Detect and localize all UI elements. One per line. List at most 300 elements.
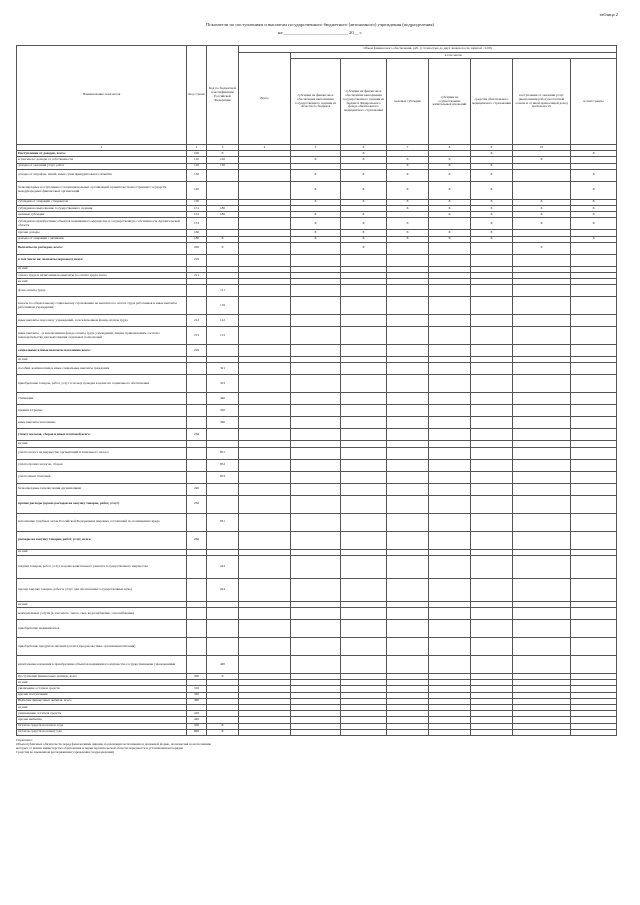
table-row [17, 327, 617, 345]
row-value [387, 531, 429, 549]
row-value [429, 471, 471, 483]
row-value [471, 417, 513, 429]
row-name: из них: [17, 601, 187, 607]
row-value: X [471, 236, 513, 242]
row-name: стипендии [17, 393, 187, 405]
row-value [387, 638, 429, 656]
row-value: X [429, 181, 471, 199]
row-name: Поступление финансовых активов, всего [17, 674, 187, 680]
row-value [513, 169, 571, 181]
row-kosgu [207, 531, 239, 549]
row-kosgu: X [207, 236, 239, 242]
row-value [341, 429, 387, 441]
row-code: 213 [187, 327, 207, 345]
row-value: X [571, 218, 617, 230]
row-value [471, 447, 513, 459]
row-value [291, 315, 341, 327]
row-kosgu: 340 [207, 393, 239, 405]
row-value [239, 169, 291, 181]
row-value [239, 429, 291, 441]
row-code [187, 513, 207, 531]
row-value [571, 393, 617, 405]
row-value [239, 363, 291, 375]
table-row [17, 513, 617, 531]
row-value [291, 513, 341, 531]
row-kosgu: 180 [207, 212, 239, 218]
row-value [471, 297, 513, 315]
row-kosgu [207, 483, 239, 495]
row-value: X [291, 236, 341, 242]
row-value [571, 638, 617, 656]
row-value [571, 483, 617, 495]
row-value [513, 495, 571, 513]
row-value [387, 417, 429, 429]
footer-line2: Средства во временном распоряжении учреждения (подразделения) [16, 750, 115, 754]
row-value [341, 620, 387, 638]
row-value [239, 471, 291, 483]
row-code: 220 [187, 345, 207, 357]
row-kosgu [207, 218, 239, 230]
row-value [429, 620, 471, 638]
row-name: уплата иных платежей [17, 471, 187, 483]
header-income-grants: из них гранты [571, 59, 617, 145]
row-value [429, 327, 471, 345]
row-value [471, 405, 513, 417]
row-name: расходы на закупку товаров, работ, услуг, всего: [17, 531, 187, 549]
row-value [341, 254, 387, 266]
row-value [239, 447, 291, 459]
row-value [571, 459, 617, 471]
row-value: X [341, 212, 387, 218]
row-name: фонд оплаты труда [17, 285, 187, 297]
row-code [187, 555, 207, 578]
row-value: X [341, 236, 387, 242]
row-value [571, 447, 617, 459]
row-name: иные выплаты населению [17, 417, 187, 429]
row-value [429, 285, 471, 297]
row-value [341, 393, 387, 405]
row-value [513, 620, 571, 638]
row-value [341, 459, 387, 471]
row-value [571, 531, 617, 549]
row-code [187, 393, 207, 405]
row-value [341, 375, 387, 393]
row-value [387, 393, 429, 405]
row-code [187, 285, 207, 297]
table-row [17, 417, 617, 429]
row-value [291, 729, 341, 735]
row-value: X [471, 163, 513, 169]
row-name: из них: [17, 549, 187, 555]
row-value [429, 218, 471, 230]
table-row [17, 405, 617, 417]
row-value: X [571, 169, 617, 181]
row-value [387, 345, 429, 357]
document-title: Показатели по поступлениям и выплатам государственного бюджетного (автономного) учреждения (подразделения) [205, 22, 435, 27]
row-name: прочие поступления [17, 692, 187, 698]
column-number: 7 [387, 145, 429, 151]
table-row [17, 218, 617, 230]
table-row [17, 459, 617, 471]
row-value [429, 315, 471, 327]
column-number: 6 [341, 145, 387, 151]
row-value [429, 447, 471, 459]
row-code: 260 [187, 531, 207, 549]
row-value: X [291, 169, 341, 181]
row-value: X [429, 163, 471, 169]
table-row [17, 447, 617, 459]
row-name: приобретение продуктов питания (оплата продовольствия, организация питания) [17, 638, 187, 656]
row-value: X [513, 157, 571, 163]
row-value [291, 495, 341, 513]
row-value: X [291, 181, 341, 199]
row-value: X [571, 151, 617, 157]
row-code: 410 [187, 711, 207, 717]
row-name: Выплаты по расходам, всего: [17, 242, 187, 254]
row-value: X [341, 169, 387, 181]
row-value: X [291, 157, 341, 163]
row-value [429, 578, 471, 601]
row-value [429, 375, 471, 393]
row-value [341, 729, 387, 735]
row-kosgu: 244 [207, 578, 239, 601]
header-subsidy-e: средства обязательного медицинского страхования [471, 59, 513, 145]
row-value [387, 459, 429, 471]
header-financing: Объем финансового обеспечения, руб. (с точностью до двух знаков после запятой - 0,00) [239, 46, 617, 53]
row-value [291, 393, 341, 405]
row-name: в том числе на: выплаты персоналу всего: [17, 254, 187, 266]
row-value [387, 315, 429, 327]
row-code: 150 [187, 199, 207, 205]
row-value [387, 495, 429, 513]
row-value: X [341, 230, 387, 236]
row-value [571, 620, 617, 638]
row-value [471, 608, 513, 620]
row-value [341, 555, 387, 578]
row-value [471, 471, 513, 483]
row-value [571, 345, 617, 357]
row-value [471, 242, 513, 254]
row-kosgu: X [207, 242, 239, 254]
row-code: 300 [187, 674, 207, 680]
row-value [387, 405, 429, 417]
row-value [239, 555, 291, 578]
row-code [187, 297, 207, 315]
row-value [471, 729, 513, 735]
row-value [429, 656, 471, 674]
row-value: X [387, 230, 429, 236]
row-value: X [291, 199, 341, 205]
row-kosgu: 321 [207, 363, 239, 375]
row-value [429, 363, 471, 375]
row-value: X [341, 181, 387, 199]
row-value [341, 363, 387, 375]
row-value: X [429, 199, 471, 205]
row-value [239, 405, 291, 417]
row-value: X [571, 181, 617, 199]
table-row [17, 242, 617, 254]
row-name: прочие расходы (кроме расходов на закупку товаров, работ, услуг) [17, 495, 187, 513]
row-value [513, 447, 571, 459]
row-value [429, 345, 471, 357]
row-value: X [387, 157, 429, 163]
row-kosgu: X [207, 729, 239, 735]
row-code: 130 [187, 169, 207, 181]
row-value [513, 285, 571, 297]
row-value [429, 405, 471, 417]
row-value [387, 620, 429, 638]
row-kosgu [207, 429, 239, 441]
row-value [239, 254, 291, 266]
row-value [239, 495, 291, 513]
header-name: Наименование показателя [17, 46, 187, 145]
row-value [571, 405, 617, 417]
row-value [387, 242, 429, 254]
row-value [291, 620, 341, 638]
row-value [571, 327, 617, 345]
row-value [571, 555, 617, 578]
row-value [571, 656, 617, 674]
row-value [471, 315, 513, 327]
row-value [239, 729, 291, 735]
row-value: X [513, 205, 571, 211]
row-value [471, 327, 513, 345]
row-name: субсидии на выполнение государственного задания [17, 205, 187, 211]
table-row [17, 531, 617, 549]
row-value [571, 608, 617, 620]
row-value: X [387, 218, 429, 230]
row-code: 420 [187, 717, 207, 723]
row-name: Поступления от доходов, всего: [17, 151, 187, 157]
row-value: X [513, 199, 571, 205]
table-row [17, 555, 617, 578]
row-code: 152 [187, 212, 207, 218]
table-row [17, 315, 617, 327]
row-value [387, 555, 429, 578]
row-value [291, 638, 341, 656]
footer-line1: Объем публичных обязательств перед физическими лицами, подлежащих исполнению в денежной форме, полномочия по исполнению которых от имени министерства образования и науки Архангельской области передаются в установленном порядке [16, 742, 212, 750]
row-name: пособия, компенсации и иные социальные выплаты гражданам [17, 363, 187, 375]
row-code: 100 [187, 151, 207, 157]
table-row [17, 345, 617, 357]
row-code [187, 375, 207, 393]
row-kosgu [207, 345, 239, 357]
row-value [291, 345, 341, 357]
row-value [571, 471, 617, 483]
row-value [239, 459, 291, 471]
row-value [471, 459, 513, 471]
column-number: 10 [513, 145, 571, 151]
row-value [239, 181, 291, 199]
row-value: X [291, 212, 341, 218]
row-value [471, 620, 513, 638]
row-name: безвозмездные поступления от наднациональных организаций, правительств иностранных государств, международных финансовых организаций [17, 181, 187, 199]
row-value [239, 393, 291, 405]
row-value [291, 285, 341, 297]
row-value [387, 578, 429, 601]
row-code [187, 471, 207, 483]
row-value [429, 638, 471, 656]
row-value [513, 405, 571, 417]
row-value [291, 254, 341, 266]
row-value [513, 555, 571, 578]
row-name: доходы от операций с активами [17, 236, 187, 242]
row-value [513, 375, 571, 393]
row-value: X [513, 218, 571, 230]
row-value [239, 218, 291, 230]
row-value [571, 417, 617, 429]
row-value [571, 315, 617, 327]
row-value: X [341, 242, 387, 254]
row-value [239, 375, 291, 393]
row-value [571, 495, 617, 513]
row-value [513, 417, 571, 429]
row-value [471, 393, 513, 405]
column-number: 9 [471, 145, 513, 151]
row-kosgu: X [207, 674, 239, 680]
row-value: X [571, 205, 617, 211]
row-value: X [471, 199, 513, 205]
table-row [17, 495, 617, 513]
row-value [387, 363, 429, 375]
header-total: Всего [239, 53, 291, 145]
row-name: закупка товаров, работ, услуг в целях капитального ремонта государственного имущества [17, 555, 187, 578]
row-value [513, 345, 571, 357]
row-value [387, 656, 429, 674]
row-value [341, 315, 387, 327]
row-kosgu: 831 [207, 513, 239, 531]
row-value [239, 638, 291, 656]
row-value [387, 375, 429, 393]
row-value [471, 531, 513, 549]
row-kosgu [207, 638, 239, 656]
row-value [429, 417, 471, 429]
row-kosgu: 323 [207, 375, 239, 393]
table-row [17, 471, 617, 483]
row-name: доходы от оказания услуг, работ [17, 163, 187, 169]
row-value [513, 513, 571, 531]
column-number: 2 [187, 145, 207, 151]
row-value [387, 447, 429, 459]
row-code [187, 447, 207, 459]
row-value: X [471, 181, 513, 199]
row-value [341, 513, 387, 531]
row-value [513, 578, 571, 601]
column-number: 4 [239, 145, 291, 151]
row-code [187, 620, 207, 638]
row-value [513, 315, 571, 327]
row-value [341, 447, 387, 459]
row-name: увеличение остатков средств [17, 686, 187, 692]
row-kosgu [207, 620, 239, 638]
row-name: коммунальные услуги (в том числе: тепло, свет, водоснабжение, газоснабжение) [17, 608, 187, 620]
row-value: X [291, 230, 341, 236]
row-value [429, 242, 471, 254]
row-name: уменьшение остатков средств [17, 711, 187, 717]
row-code: 153 [187, 218, 207, 230]
row-name: доходы от штрафов, пеней, иных сумм принудительного изъятия [17, 169, 187, 181]
row-value [239, 285, 291, 297]
row-value [341, 405, 387, 417]
row-value [513, 729, 571, 735]
row-value [513, 254, 571, 266]
row-value [429, 513, 471, 531]
row-value [341, 531, 387, 549]
row-value [571, 242, 617, 254]
column-number: 8 [429, 145, 471, 151]
row-code [187, 363, 207, 375]
row-value [387, 327, 429, 345]
row-code: 180 [187, 236, 207, 242]
row-value [471, 429, 513, 441]
table-row [17, 483, 617, 495]
row-kosgu: 853 [207, 471, 239, 483]
table-row [17, 169, 617, 181]
row-name: субсидии от операций с бюджетом [17, 199, 187, 205]
row-value: X [513, 212, 571, 218]
table-row [17, 429, 617, 441]
row-value [239, 578, 291, 601]
row-name: исполнение судебных актов Российской Федерации и мировых соглашений по возмещению вреда [17, 513, 187, 531]
indicators-table [16, 45, 617, 736]
row-value: X [387, 181, 429, 199]
row-value [239, 656, 291, 674]
table-row [17, 638, 617, 656]
row-name: приобретение товаров, работ, услуг в пользу граждан в целях их социального обеспечения [17, 375, 187, 393]
row-name: оплата труда и начисления на выплаты по оплате труда, всего [17, 272, 187, 278]
row-code: 250 [187, 495, 207, 513]
row-value [239, 608, 291, 620]
row-value [513, 483, 571, 495]
row-value [291, 608, 341, 620]
row-value [387, 297, 429, 315]
row-value: X [513, 242, 571, 254]
row-value [291, 363, 341, 375]
row-code: 400 [187, 698, 207, 704]
row-code: 600 [187, 729, 207, 735]
row-value [291, 429, 341, 441]
row-value [429, 608, 471, 620]
row-value [571, 297, 617, 315]
row-value [571, 254, 617, 266]
row-kosgu: 852 [207, 459, 239, 471]
row-value [429, 297, 471, 315]
row-name: в том числе: доходы от собственности [17, 157, 187, 163]
table-row [17, 578, 617, 601]
row-code: 230 [187, 429, 207, 441]
column-number: 1 [17, 145, 187, 151]
row-value [291, 531, 341, 549]
row-code: 151 [187, 205, 207, 211]
table-row [17, 363, 617, 375]
row-kosgu: 360 [207, 417, 239, 429]
row-code [187, 405, 207, 417]
row-value: X [429, 205, 471, 211]
row-value [513, 429, 571, 441]
row-value [513, 608, 571, 620]
row-value: X [471, 218, 513, 230]
row-value [387, 429, 429, 441]
row-value [239, 417, 291, 429]
row-value [239, 345, 291, 357]
row-value [341, 608, 387, 620]
row-value [387, 471, 429, 483]
row-value: X [429, 236, 471, 242]
row-code: 140 [187, 181, 207, 199]
row-value [239, 531, 291, 549]
row-value [513, 459, 571, 471]
row-name: целевые субсидии [17, 212, 187, 218]
